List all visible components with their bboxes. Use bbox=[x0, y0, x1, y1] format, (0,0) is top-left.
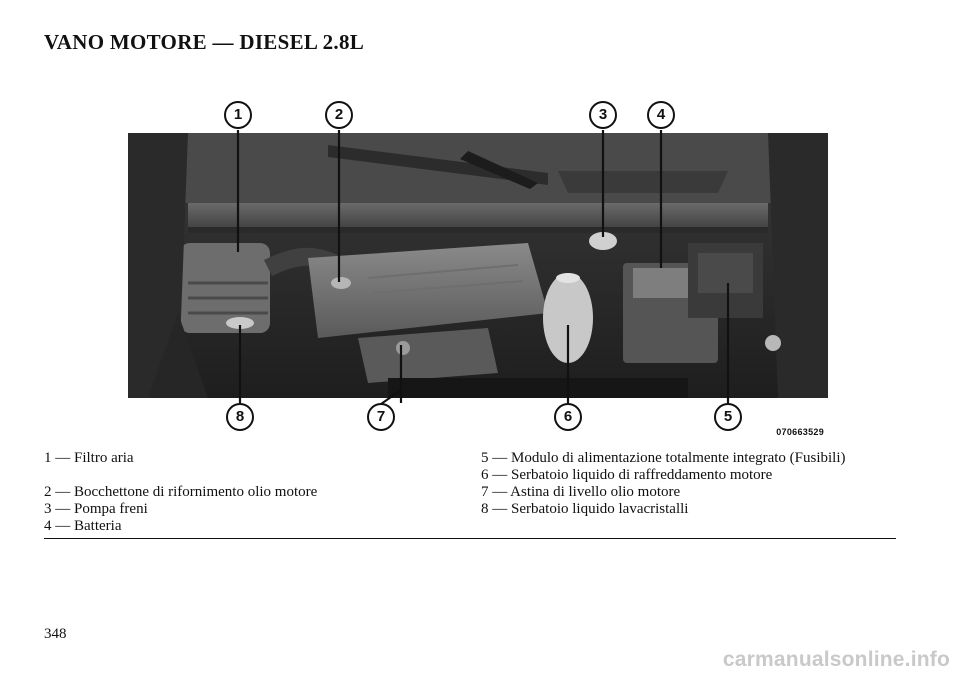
callout-3-label: 3 bbox=[598, 106, 608, 123]
callout-4-label: 4 bbox=[656, 106, 666, 123]
page-title: VANO MOTORE — DIESEL 2.8L bbox=[44, 30, 365, 54]
legend-right-column bbox=[481, 450, 861, 518]
callout-8 bbox=[225, 402, 255, 432]
engine-bay-figure bbox=[128, 100, 828, 445]
callout-2-label: 2 bbox=[334, 106, 344, 123]
legend-item: 6 — Serbatoio liquido di raffreddamento motore bbox=[481, 467, 773, 483]
legend-item: 2 — Bocchettone di rifornimento olio motore bbox=[44, 484, 318, 500]
legend-item: 5 — Modulo di alimentazione totalmente integrato (Fusibili) bbox=[481, 450, 846, 466]
callout-7 bbox=[366, 402, 396, 432]
callout-8-label: 8 bbox=[235, 408, 245, 425]
callout-6-label: 6 bbox=[563, 408, 573, 425]
watermark: carmanualsonline.info bbox=[722, 648, 950, 671]
figure-code: 070663529 bbox=[776, 427, 824, 437]
callout-5-label: 5 bbox=[723, 408, 733, 425]
legend-divider bbox=[44, 538, 896, 539]
legend-item: 1 — Filtro aria bbox=[44, 450, 134, 466]
legend-item: 8 — Serbatoio liquido lavacristalli bbox=[481, 501, 689, 517]
callout-3 bbox=[588, 100, 618, 130]
callout-6 bbox=[553, 402, 583, 432]
legend-left-column bbox=[44, 450, 464, 535]
legend-item: 3 — Pompa freni bbox=[44, 501, 148, 517]
leader-lines bbox=[128, 100, 828, 445]
legend-item: 7 — Astina di livello olio motore bbox=[481, 484, 681, 500]
legend-item: 4 — Batteria bbox=[44, 518, 122, 534]
callout-7-label: 7 bbox=[376, 408, 386, 425]
callout-2 bbox=[324, 100, 354, 130]
callout-1-label: 1 bbox=[233, 106, 243, 123]
callout-1 bbox=[223, 100, 253, 130]
page-number: 348 bbox=[44, 626, 67, 642]
callout-5 bbox=[713, 402, 743, 432]
callout-4 bbox=[646, 100, 676, 130]
